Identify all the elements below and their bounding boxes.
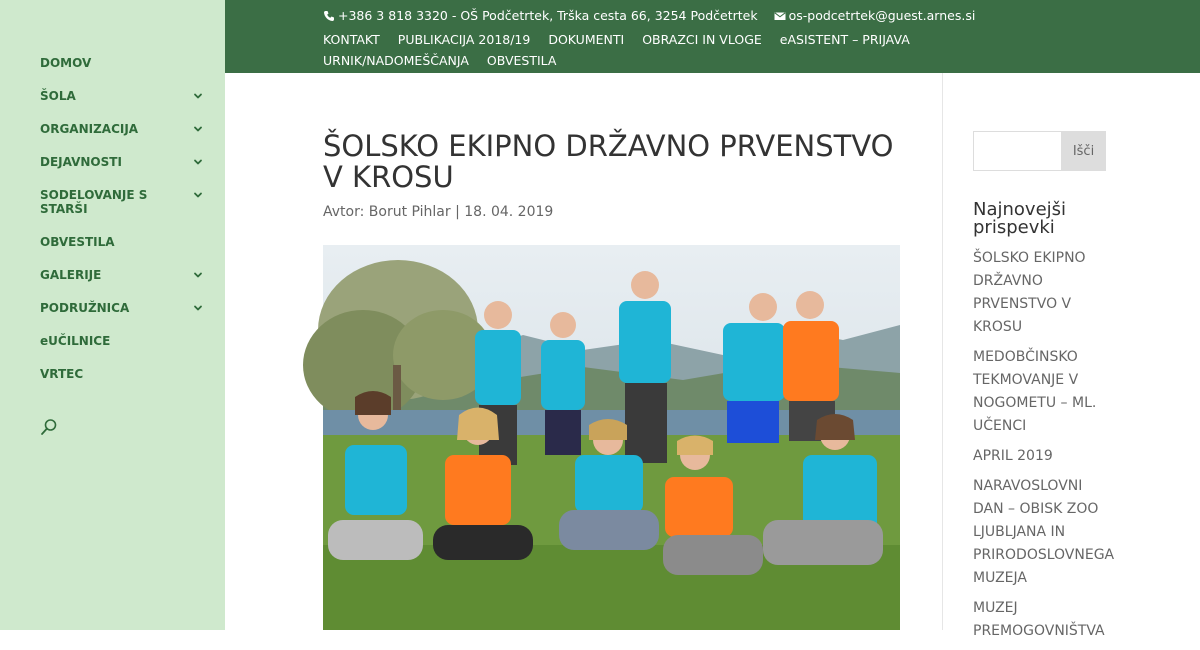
sidebar-item[interactable] [40, 301, 210, 315]
sidebar-item[interactable] [40, 122, 210, 136]
top-menu-item[interactable]: DOKUMENTI [548, 32, 625, 47]
sidebar-item-label: ORGANIZACIJA [40, 122, 139, 136]
sidebar-item[interactable] [40, 367, 210, 381]
sidebar-item-label: OBVESTILA [40, 235, 115, 249]
post-meta: Avtor: Borut Pihlar | 18. 04. 2019 [323, 204, 554, 220]
top-menu-item[interactable]: eASISTENT – PRIJAVA [779, 32, 910, 47]
content-divider [942, 73, 943, 630]
sidebar-item[interactable] [40, 268, 210, 282]
recent-post-link[interactable]: MEDOBČINSKO TEKMOVANJE V NOGOMETU – ML. UČENCI [973, 349, 1097, 434]
post-title: ŠOLSKO EKIPNO DRŽAVNO PRVENSTVO V KROSU [323, 129, 894, 194]
top-bar [225, 0, 1200, 73]
top-menu-item[interactable]: OBRAZCI IN VLOGE [642, 32, 762, 47]
phone-icon [323, 10, 335, 22]
sidebar-item[interactable] [40, 56, 210, 70]
contact-info [323, 8, 975, 23]
top-menu-item[interactable]: PUBLIKACIJA 2018/19 [397, 32, 531, 47]
recent-posts-title: Najnovejši prispevki [973, 199, 1067, 238]
sidebar-item-label: SODELOVANJE S STARŠI [40, 188, 148, 216]
top-menu-item[interactable]: URNIK/NADOMEŠČANJA [323, 53, 469, 68]
sidebar-item-label: ŠOLA [40, 89, 76, 103]
left-sidebar [0, 0, 225, 630]
sidebar-item-label: GALERIJE [40, 268, 102, 282]
top-menu-item[interactable]: KONTAKT [323, 32, 380, 47]
email-text: os-podcetrtek@guest.arnes.si [788, 8, 976, 23]
search-input[interactable] [973, 131, 1061, 171]
sidebar-item[interactable] [40, 188, 210, 216]
search-button[interactable]: Išči [1061, 131, 1106, 171]
search-form [973, 131, 1106, 171]
chevron-down-icon[interactable] [192, 156, 204, 168]
email-link[interactable] [774, 8, 976, 23]
recent-posts-list [973, 247, 1113, 650]
sidebar-item-label: VRTEC [40, 367, 84, 381]
sidebar-item-label: DEJAVNOSTI [40, 155, 122, 169]
recent-post-link[interactable]: MUZEJ PREMOGOVNIŠTVA [973, 600, 1105, 639]
envelope-icon [774, 10, 786, 22]
chevron-down-icon[interactable] [192, 269, 204, 281]
chevron-down-icon[interactable] [192, 123, 204, 135]
sidebar-item-label: eUČILNICE [40, 334, 111, 348]
sidebar-item[interactable] [40, 155, 210, 169]
search-icon[interactable] [40, 418, 58, 436]
recent-post-link[interactable]: NARAVOSLOVNI DAN – OBISK ZOO LJUBLJANA IN PRIRODOSLOVNEGA MUZEJA [973, 478, 1115, 586]
top-menu [323, 29, 1043, 71]
chevron-down-icon[interactable] [192, 302, 204, 314]
chevron-down-icon[interactable] [192, 90, 204, 102]
sidebar-item[interactable] [40, 89, 210, 103]
top-menu-item[interactable]: OBVESTILA [486, 53, 557, 68]
phone-address: +386 3 818 3320 - OŠ Podčetrtek, Trška cesta 66, 3254 Podčetrtek [338, 8, 758, 23]
sidebar-item-label: DOMOV [40, 56, 92, 70]
sidebar-item[interactable] [40, 334, 210, 348]
sidebar-item-label: PODRUŽNICA [40, 301, 130, 315]
chevron-down-icon[interactable] [192, 189, 204, 201]
sidebar-item[interactable] [40, 235, 210, 249]
post-photo [323, 245, 900, 630]
recent-post-link[interactable]: ŠOLSKO EKIPNO DRŽAVNO PRVENSTVO V KROSU [973, 250, 1086, 335]
recent-post-link[interactable]: APRIL 2019 [973, 448, 1053, 464]
